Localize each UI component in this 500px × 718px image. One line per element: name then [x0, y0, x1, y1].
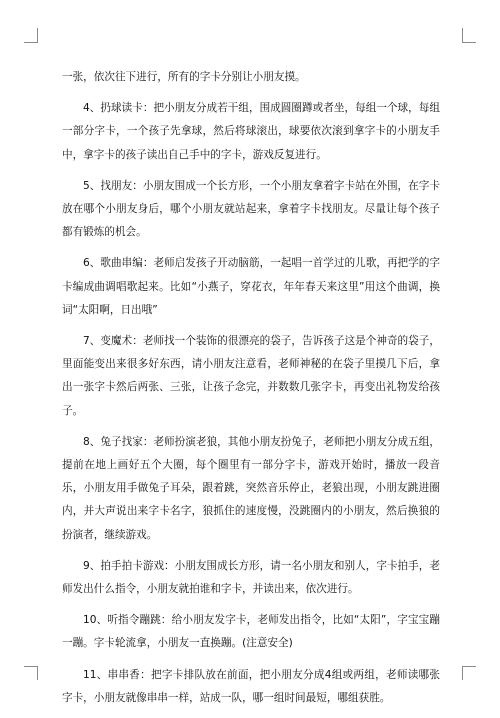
- paragraph-item-5: 5、找朋友：小朋友围成一个长方形，一个小朋友拿着字卡站在外围，在字卡放在哪个小朋友身后，哪个小朋友就站起来，拿着字卡找朋友。尽量让每个孩子都有锻炼的机会。: [62, 179, 440, 239]
- paragraph-item-6: 6、歌曲串编：老师启发孩子开动脑筋，一起唱一首学过的儿歌，再把学的字卡编成曲调唱歌起来。比如“小燕子，穿花衣，年年春天来这里”用这个曲调，换词“太阳啊，日出哦”: [62, 257, 440, 316]
- paragraph-item-8: 8、兔子找家：老师扮演老狼，其他小朋友扮兔子，老师把小朋友分成五组，提前在地上画好五个大圈，每个圈里有一部分字卡，游戏开始时，播放一段音乐，小朋友用手做兔子耳朵，跟着跳，突然音乐停止，老狼出现，小朋友跳进圈内，并大声说出来字卡名字，狼抓住的速度慢，没跳圈内的小朋友，然后换狼的扮演者，继续游戏。: [62, 435, 440, 541]
- paragraph-item-9: 9、拍手拍卡游戏：小朋友围成长方形，请一名小朋友和别人，字卡拍手，老师发出什么指令，小朋友就拍谁和字卡，并读出来，依次进行。: [62, 559, 440, 596]
- crop-mark-top-right-vertical: [462, 28, 463, 42]
- crop-mark-top-left-horizontal: [24, 42, 38, 43]
- paragraph-item-10: 10、听指令蹦跳：给小朋友发字卡，老师发出指令，比如“太阳”，字宝宝蹦一蹦。字卡轮流拿，小朋友一直换蹦。(注意安全): [62, 614, 440, 650]
- paragraph-item-11: 11、串串香：把字卡排队放在前面，把小朋友分成4组或两组，老师读哪张字卡，小朋友就像串串一样，站成一队，哪一组时间最短，哪组获胜。: [62, 668, 440, 704]
- crop-mark-top-right-horizontal: [462, 42, 476, 43]
- crop-mark-bottom-right-horizontal: [462, 666, 476, 667]
- crop-mark-bottom-left-vertical: [37, 666, 38, 680]
- paragraph-item-4: 4、扔球读卡：把小朋友分成若干组，围成圆圈蹲或者坐，每组一个球，每组一部分字卡，一个孩子先拿球，然后将球滚出，球要依次滚到拿字卡的小朋友手中，拿字卡的孩子读出自己手中的字卡，游戏反复进行。: [62, 102, 440, 161]
- paragraph-continuation: 一张，依次往下进行，所有的字卡分别让小朋友摸。: [62, 71, 306, 83]
- document-body: [62, 66, 440, 718]
- crop-mark-bottom-left-horizontal: [24, 666, 38, 667]
- crop-mark-bottom-right-vertical: [462, 666, 463, 680]
- crop-mark-top-left-vertical: [37, 28, 38, 42]
- paragraph-item-7: 7、变魔术：老师找一个装饰的很漂亮的袋子，告诉孩子这是个神奇的袋子，里面能变出来很多好东西，请小朋友注意看，老师神秘的在袋子里摸几下后，拿出一张字卡然后两张、三张，让孩子念完，并数数几张字卡，再变出礼物发给孩子。: [62, 335, 440, 417]
